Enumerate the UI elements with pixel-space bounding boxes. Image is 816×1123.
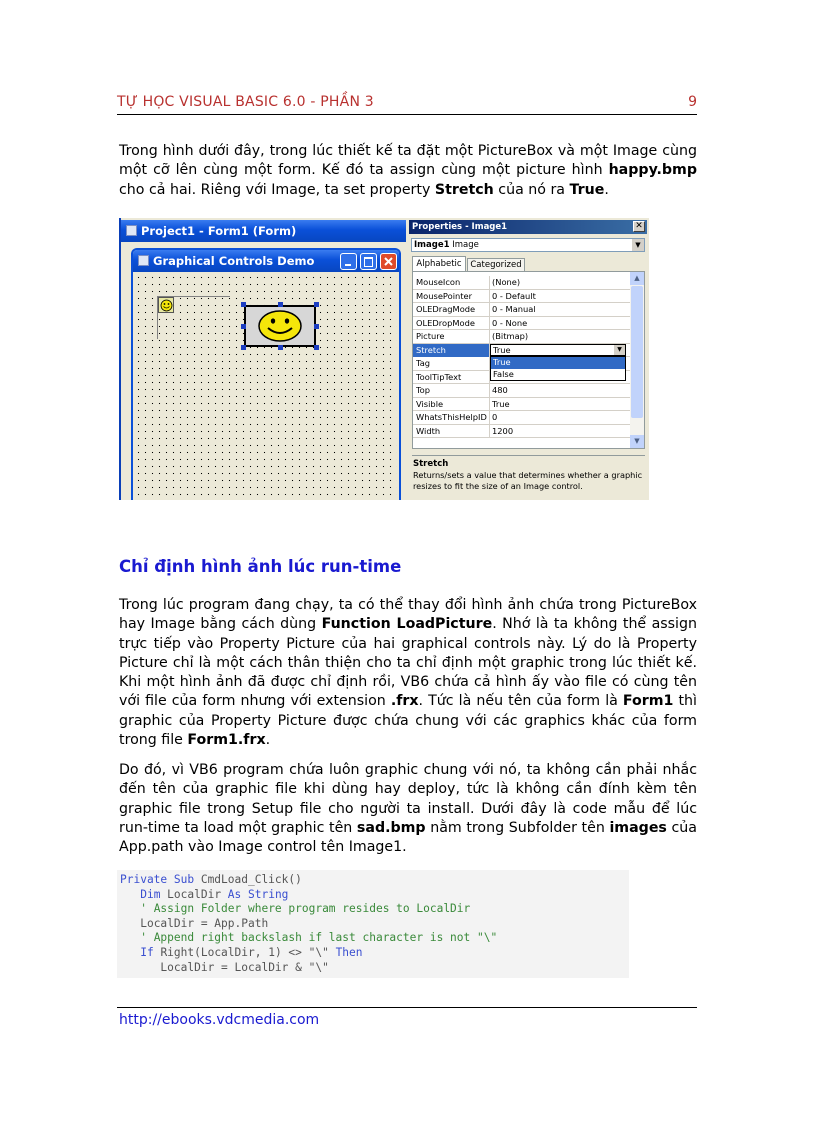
scroll-up-button[interactable]: ▲ (630, 272, 644, 285)
form-window (131, 248, 401, 500)
maximize-button[interactable] (360, 253, 377, 270)
code-line (120, 902, 470, 915)
stretch-dropdown-list[interactable] (490, 356, 626, 381)
chevron-down-icon[interactable]: ▼ (614, 345, 625, 355)
property-name: Tag (416, 358, 431, 368)
code-text: LocalDir (160, 887, 228, 901)
property-value: 480 (492, 385, 508, 395)
code-line (120, 961, 329, 974)
code-block (117, 870, 629, 978)
property-row-selected[interactable] (413, 344, 631, 358)
property-name: Picture (416, 331, 445, 341)
text-run: Do đó, vì VB6 program chứa luôn graphic chung với nó, ta không cần phải nhắc đến tên của graphic file khi dùng hay deploy, tức là không cần đính kèm tên graphic file trong Setup file cho người ta install. Dưới đây là code mẫu để lúc run-time ta load một graphic tên (119, 762, 697, 836)
code-line (120, 888, 288, 901)
object-selector[interactable] (411, 238, 645, 252)
property-value[interactable]: True (490, 344, 626, 356)
code-comment: ' Append right backslash if last character is not "\" (140, 931, 498, 945)
code-keyword: Then (335, 945, 363, 959)
text-run: . Tức là nếu tên của form là (418, 693, 623, 710)
footer-rule (117, 1007, 697, 1008)
section-heading: Chỉ định hình ảnh lúc run-time (119, 557, 402, 576)
property-row[interactable] (413, 398, 631, 412)
property-value: 0 - Manual (492, 304, 536, 314)
property-value: (None) (492, 277, 521, 287)
text-run: của nó ra (493, 181, 570, 198)
bold-run: .frx (390, 693, 419, 710)
code-keyword: Dim (140, 887, 161, 901)
image-control[interactable] (244, 305, 316, 347)
selection-handle[interactable] (278, 302, 283, 307)
text-run: . (604, 181, 609, 198)
bold-run: happy.bmp (608, 162, 697, 179)
close-icon (381, 254, 396, 269)
vb6-ide-screenshot (119, 218, 649, 500)
chevron-down-icon[interactable]: ▼ (632, 239, 644, 251)
code-line (120, 873, 302, 886)
property-name: Visible (416, 398, 444, 409)
scroll-thumb[interactable] (631, 286, 643, 418)
code-text: CmdLoad_Click() (194, 873, 302, 886)
form-icon (126, 225, 137, 236)
picturebox-control[interactable] (157, 296, 230, 339)
maximize-icon (364, 257, 373, 267)
project-window-titlebar[interactable] (121, 220, 406, 242)
code-text: LocalDir = LocalDir & "\" (160, 960, 329, 974)
bold-run: True (569, 181, 605, 198)
code-line (120, 931, 497, 944)
close-button[interactable]: ✕ (633, 221, 645, 232)
footer-link[interactable]: http://ebooks.vdcmedia.com (119, 1012, 320, 1028)
property-row[interactable] (413, 303, 631, 317)
dropdown-option-false[interactable]: False (493, 368, 514, 379)
property-grid (412, 271, 645, 449)
property-value: 0 - None (492, 317, 528, 328)
text-run: nằm trong Subfolder tên (425, 819, 610, 836)
property-grid-scrollbar[interactable] (630, 272, 644, 448)
properties-title: Properties - Image1 (412, 222, 508, 232)
code-text: LocalDir = App.Path (140, 916, 269, 930)
scroll-down-button[interactable]: ▼ (630, 435, 644, 448)
property-row[interactable] (413, 330, 631, 344)
property-row[interactable] (413, 411, 631, 425)
body-paragraph (119, 761, 697, 857)
selection-handle[interactable] (241, 345, 246, 350)
property-value: 1200 (492, 425, 514, 436)
property-value: 0 (492, 412, 498, 422)
properties-titlebar[interactable] (409, 220, 647, 234)
property-row[interactable] (413, 425, 631, 439)
property-row[interactable] (413, 290, 631, 304)
dropdown-option-true[interactable]: True (491, 357, 625, 369)
project-window-title: Project1 - Form1 (Form) (141, 224, 297, 238)
property-name: OLEDropMode (416, 317, 475, 328)
property-name: ToolTipText (416, 371, 462, 382)
header-title: TỰ HỌC VISUAL BASIC 6.0 - PHẦN 3 (117, 94, 374, 110)
property-name: MousePointer (416, 290, 473, 301)
project-window (119, 218, 408, 500)
selection-handle[interactable] (314, 324, 319, 329)
form-design-surface[interactable] (135, 274, 397, 500)
text-run: . (265, 732, 271, 749)
text-run: thì graphic của Property Picture được chứa chung với các graphics khác của form trong file (119, 693, 697, 749)
property-name: WhatsThisHelpID (416, 412, 487, 422)
code-text: Right(LocalDir, 1) <> "\" (153, 945, 336, 959)
close-button[interactable] (380, 253, 397, 270)
property-description-pane (412, 455, 645, 500)
bold-run: Stretch (434, 181, 494, 198)
code-keyword: As String (227, 887, 289, 901)
page-number: 9 (688, 94, 697, 110)
selection-handle[interactable] (241, 302, 246, 307)
description-text: Returns/sets a value that determines whether a graphic resizes to fit the size of an Image control. (413, 470, 643, 491)
property-list (413, 272, 631, 449)
property-row[interactable] (413, 317, 631, 331)
text-run: . Nhớ là ta không thể assign trực tiếp vào Property Picture của hai graphical controls này. Lý do là Property Picture chỉ là một cách thân thiện cho ta chỉ định một graphic trong lúc thiết kế. Khi một hình ảnh đã được chỉ định rồi, VB6 chứa cả hình ấy vào file có cùng tên với file của form nhưng với extension (119, 616, 697, 710)
property-value: 0 - Default (492, 290, 536, 301)
property-name: Top (416, 385, 431, 395)
object-name: Image1 (414, 240, 450, 250)
property-name: Width (416, 425, 441, 436)
object-type: Image (452, 240, 479, 250)
minimize-button[interactable] (340, 253, 357, 270)
tab-alphabetic[interactable]: Alphabetic (412, 256, 466, 271)
text-run: cho cả hai. Riêng với Image, ta set property (119, 181, 435, 198)
property-row[interactable] (413, 276, 631, 290)
property-name: Stretch (413, 344, 489, 358)
selection-handle[interactable] (241, 324, 246, 329)
property-name: MouseIcon (416, 277, 461, 287)
intro-paragraph (119, 142, 697, 200)
bold-run: Function LoadPicture (321, 616, 493, 633)
code-comment: ' Assign Folder where program resides to LocalDir (140, 902, 471, 916)
page-header (117, 94, 697, 115)
property-value: (Bitmap) (492, 331, 529, 341)
bold-run: Form1.frx (187, 732, 266, 749)
text-run: Trong lúc program đang chạy, ta có thể thay đổi hình ảnh chứa trong PictureBox hay Image bằng cách dùng (119, 597, 697, 633)
selection-handle[interactable] (278, 345, 283, 350)
properties-window (409, 218, 649, 500)
form-icon (138, 255, 149, 266)
code-keyword: Private Sub (120, 873, 195, 886)
form-title: Graphical Controls Demo (153, 254, 315, 268)
text-run: của App.path vào Image control tên Image1. (119, 819, 697, 856)
minimize-icon (345, 264, 351, 266)
happy-face-icon (158, 297, 174, 313)
bold-run: Form1 (622, 693, 674, 710)
tab-categorized[interactable]: Categorized (467, 258, 525, 271)
text-run: Trong hình dưới đây, trong lúc thiết kế ta đặt một PictureBox và một Image cùng một cỡ lên cùng một form. Kế đó ta assign cùng một picture hình (119, 143, 697, 179)
code-line (120, 917, 268, 930)
bold-run: images (609, 819, 667, 836)
form-titlebar[interactable] (133, 250, 399, 272)
bold-run: sad.bmp (356, 819, 426, 836)
property-row[interactable] (413, 384, 631, 398)
code-line (120, 946, 363, 959)
property-name: OLEDragMode (416, 304, 476, 314)
selection-handle[interactable] (314, 345, 319, 350)
property-value: True (492, 398, 510, 409)
code-keyword: If (140, 945, 154, 959)
description-title: Stretch (413, 459, 449, 469)
happy-face-icon (257, 309, 303, 343)
body-paragraph (119, 596, 697, 750)
selection-handle[interactable] (314, 302, 319, 307)
